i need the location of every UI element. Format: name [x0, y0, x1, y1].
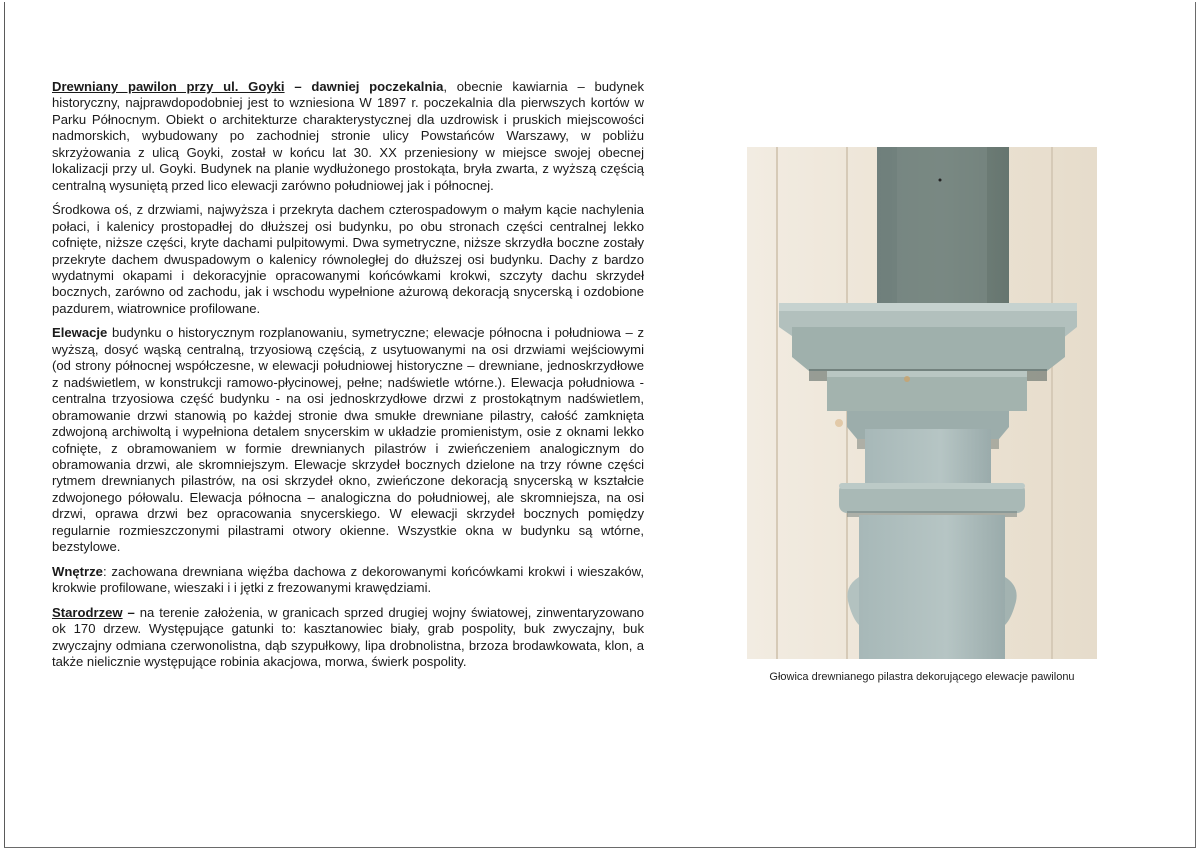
pilaster-capital-photo: [747, 147, 1097, 659]
main-text-column: [52, 79, 644, 678]
axis-text: Środkowa oś, z drzwiami, najwyższa i przekryta dachem czterospadowym o małym kącie nachylenia połaci, i kalenicy prostopadłej do dłuższej osi budynku, po obu stronach części centralnej lekko cofnięte, niższe części, kryte dachami pulpitowymi. Dwa symetryczne, niższe skrzydła boczne zostały przekryte dachem dwuspadowym o kalenicy równoległej do dłuższej osi budynku. Dachy z bardzo wydatnymi okapami i dekoracyjnie opracowanymi końcówkami krokwi, szczyty dachu skrzydeł bocznych, zarówno od zachodu, jak i wschodu wypełnione ażurową dekoracją snycerską i ozdobione pazdurem, wiatrownice profilowane.: [52, 202, 644, 316]
capital-tier-2: [792, 327, 1065, 371]
pavilion-text: , obecnie kawiarnia – budynek historyczny, najprawdopodobniej jest to wzniesiona W 1897 r. poczekalnia dla pierwszych kortów w Parku Północnym. Obiekt o architekturze charakterystycznej dla uzdrowisk i pruskich miejscowości nadmorskich, wybudowany po zachodniej stronie ulicy Powstańców Warszawy, w pobliżu skrzyżowania z ulicą Goyki, został w końcu lat 30. XX przeniesiony w miejsce swojej obecnej lokalizacji przy ul. Goyki. Budynek na planie wydłużonego prostokąta, bryła zwarta, z wyższą częścią centralną wysuniętą przed lico elewacji zarówno południowej jak i północnej.: [52, 79, 644, 193]
paint-stain-2: [835, 419, 843, 427]
scan-left-edge: [4, 2, 5, 847]
capital-top-edge: [779, 303, 1077, 311]
old-trees-text: na terenie założenia, w granicach sprzed drugiej wojny światowej, zinwentaryzowano ok 170 drzew. Występujące gatunki to: kasztanowiec biały, grab pospolity, buk zwyczajny, buk zwyczajny odmiana czerwonolistna, dąb szypułkowy, lipa drobnolistna, brzoza brodawkowata, klon, a także nielicznie występujące robinia akacjowa, morwa, świerk pospolity.: [52, 604, 645, 669]
astragal-highlight: [839, 483, 1025, 489]
elevations-heading: Elewacje: [52, 325, 108, 341]
elevations-text: budynku o historycznym rozplanowaniu, symetryczne; elewacje północna i południowa – z wyższą, dosyć wąską centralną, trzyosiową częścią, z usytuowanymi na osi drzwiami wejściowymi (od strony północnej współczesne, w elewacji południowej historyczne – drewniane, jednoskrzydłowe z nadświetlem, w konstrukcji ramowo-płycinowej, pełne; nadświetle wtórne.). Elewacja południowa - centralna trzyosiowa część budynku - na osi jednoskrzydłowe drzwi z prostokątnym nadświetlem, obramowanie drzwi stanowią po każdej stronie dwa smukłe drewniane pilastry, całość zamknięta zdwojoną archiwoltą i wypełniona detalem snycerskim w układzie promienistym, osie z oknami lekko cofnięte, z obramowaniem w formie drewnianych pilastrów i zwieńczeniem analogicznym do obramowania drzwi, ale skromniejszym. Elewacje skrzydeł bocznych dzielone na trzy równe części rytmem drewnianych pilastrów, na osi skrzydeł okno, zwieńczone dekoracją snycerską w kształcie zdwojonego półowalu. Elewacja północna – analogiczna do południowej, ale skromniejsza, na osi drzwi, oprawa drzwi bez opracowania snycerskiego. W elewacji skrzydeł bocznych pomiędzy regularnie rozmieszczonymi pilastrami otwory okienne. Wszystkie okna w budynku są wtórne, bezstylowe.: [52, 325, 644, 555]
interior-heading: Wnętrze: [52, 563, 103, 579]
paragraph-interior: [52, 564, 644, 597]
lower-shaft: [859, 515, 1005, 659]
shaft-nail: [939, 179, 942, 182]
paint-stain: [904, 376, 910, 382]
photo-caption: Głowica drewnianego pilastra dekorującego elewacje pawilonu: [769, 671, 1075, 683]
paragraph-pavilion: [52, 79, 644, 194]
pavilion-heading-rest: – dawniej poczekalnia: [284, 79, 444, 94]
interior-text: : zachowana drewniana więźba dachowa z dekorowanymi końcówkami krokwi i wieszaków, krokwie profilowane, wieszaki i i jętki z frezowanymi krawędziami.: [52, 563, 644, 596]
pilaster-neck: [865, 429, 991, 487]
paragraph-old-trees: [52, 605, 644, 671]
scan-bottom-edge: [4, 847, 1196, 848]
upper-shaft-panel: [897, 147, 987, 307]
pilaster-capital-illustration: [747, 147, 1097, 659]
scan-right-edge: [1195, 2, 1196, 847]
capital-tier-3-edge: [827, 371, 1027, 377]
old-trees-heading-rest: –: [122, 604, 135, 620]
old-trees-heading: Starodrzew: [52, 604, 123, 620]
paragraph-elevations: [52, 325, 644, 555]
paragraph-axis: [52, 202, 644, 317]
pavilion-heading: Drewniany pawilon przy ul. Goyki: [52, 79, 285, 94]
